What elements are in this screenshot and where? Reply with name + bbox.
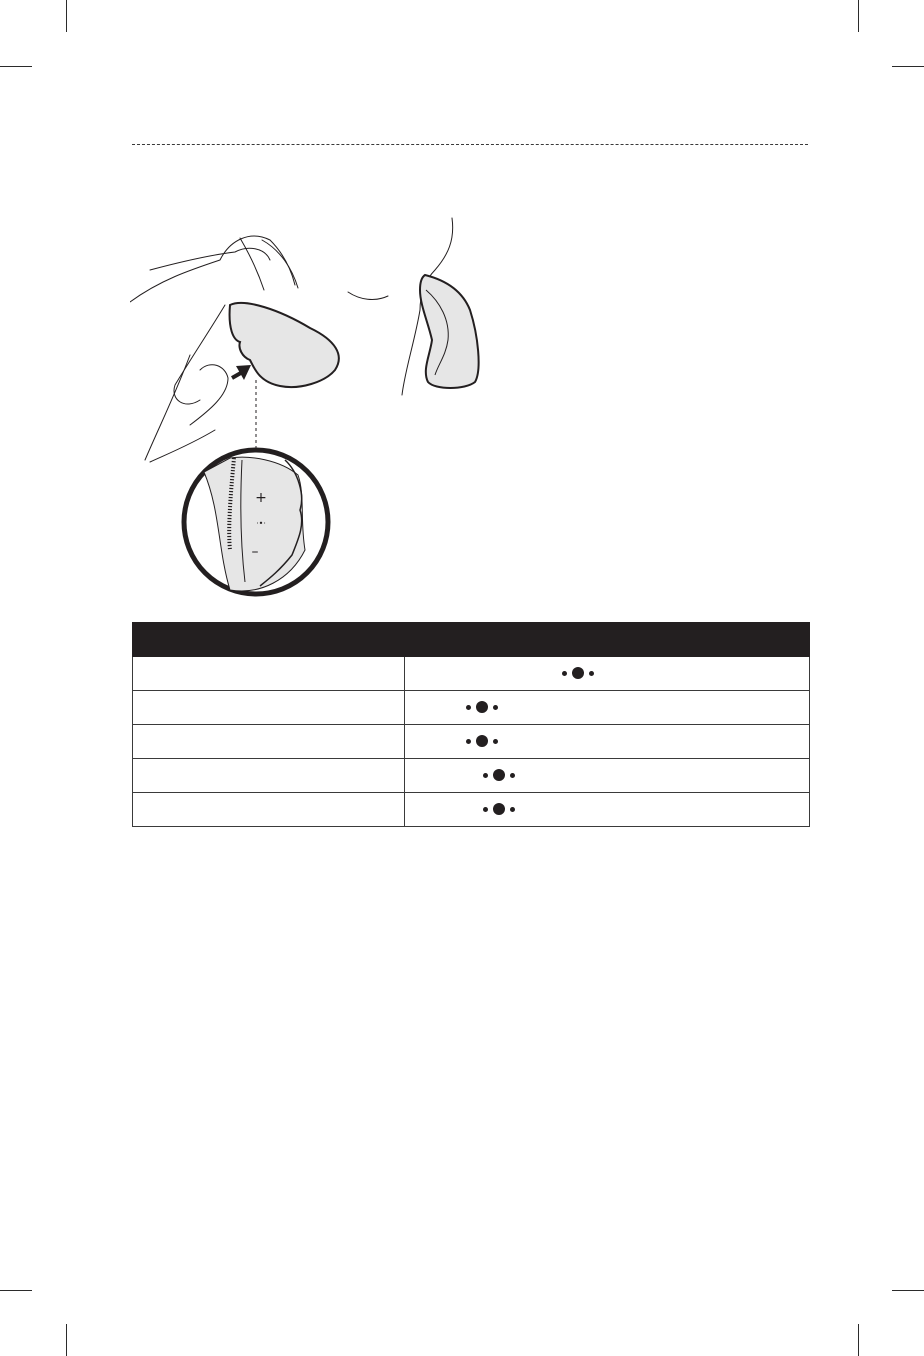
jaw-line xyxy=(348,292,388,299)
multifunction-button-icon xyxy=(483,803,517,815)
crop-mark xyxy=(892,1290,924,1291)
table-row xyxy=(133,657,810,691)
section-divider xyxy=(132,144,808,145)
multifunction-button-icon xyxy=(483,769,517,781)
hand-thumb xyxy=(174,305,225,404)
table-cell-action xyxy=(405,759,810,793)
table-cell-function xyxy=(133,691,405,725)
multifunction-button-icon xyxy=(466,735,500,747)
controls-table xyxy=(132,622,810,827)
table-cell-action xyxy=(405,657,810,691)
hand-finger xyxy=(240,238,264,290)
table-cell-function xyxy=(133,725,405,759)
crop-mark xyxy=(892,66,924,67)
crop-mark xyxy=(858,0,859,32)
table-cell-function xyxy=(133,657,405,691)
table-cell-function xyxy=(133,793,405,827)
wrist-line xyxy=(150,430,215,462)
volume-down-label: – xyxy=(251,544,259,560)
table-cell-action xyxy=(405,725,810,759)
table-row xyxy=(133,725,810,759)
hand-finger xyxy=(262,240,298,288)
hand-finger xyxy=(150,248,270,270)
table-row xyxy=(133,793,810,827)
table-header-row xyxy=(133,623,810,657)
multifunction-button-icon xyxy=(562,667,596,679)
table-header-action xyxy=(405,623,810,657)
hand-thumb xyxy=(190,365,228,425)
multifunction-label: ·•· xyxy=(256,519,266,528)
crop-mark xyxy=(0,1290,32,1291)
crop-mark xyxy=(66,1324,67,1356)
table-cell-action xyxy=(405,691,810,725)
arrow-right-icon xyxy=(232,365,251,380)
table-header-function xyxy=(133,623,405,657)
table-cell-action xyxy=(405,793,810,827)
table-row xyxy=(133,759,810,793)
table-row xyxy=(133,691,810,725)
crop-mark xyxy=(858,1324,859,1356)
crop-mark xyxy=(0,66,32,67)
earbud-controls-illustration xyxy=(130,210,510,600)
table-cell-function xyxy=(133,759,405,793)
volume-up-label: + xyxy=(255,490,267,506)
crop-mark xyxy=(66,0,67,32)
multifunction-button-icon xyxy=(466,701,500,713)
